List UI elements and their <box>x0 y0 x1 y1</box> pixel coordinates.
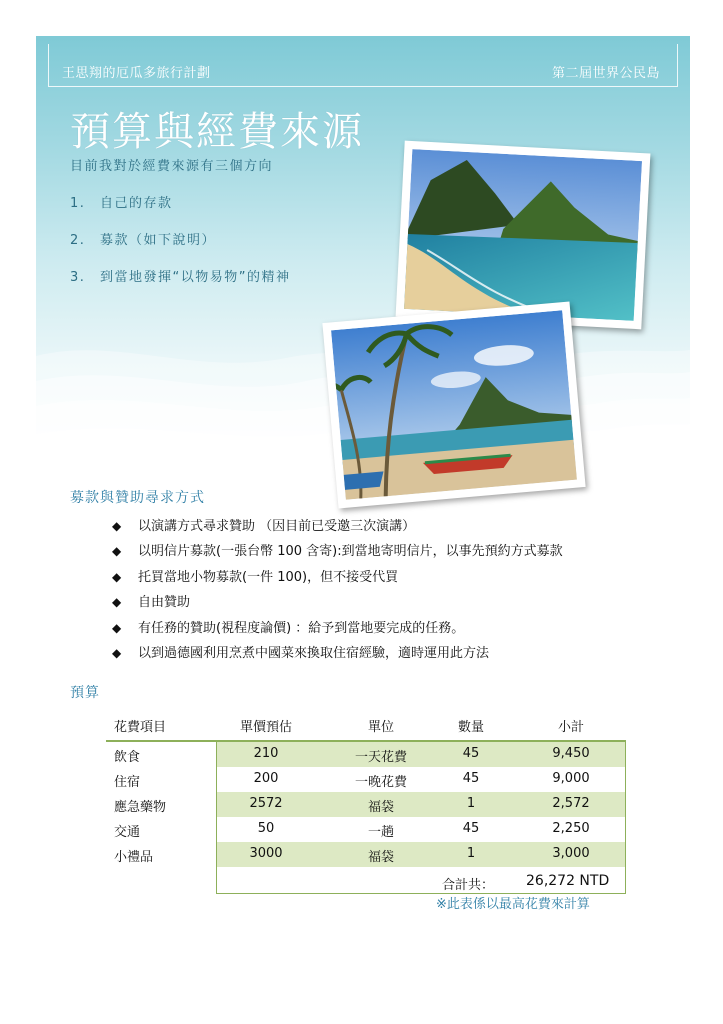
palm-beach-image <box>331 310 577 500</box>
table-row <box>106 767 626 792</box>
header-left-text: 王思翔的厄瓜多旅行計劃 <box>62 66 211 81</box>
table-cell: 210 <box>253 746 279 761</box>
list-item <box>112 540 563 565</box>
column-header: 單價預估 <box>239 720 292 735</box>
list-text: 以演講方式尋求贊助 （因目前已受邀三次演講） <box>138 519 416 534</box>
funding-methods-list <box>112 515 563 667</box>
table-cell: 住宿 <box>114 775 141 790</box>
list-text: 有任務的贊助(視程度論價) ：給予到當地要完成的任務。 <box>138 620 465 636</box>
list-number: 1. <box>70 196 86 211</box>
list-item <box>112 566 563 591</box>
list-number: 3. <box>70 270 86 285</box>
table-cell: 1 <box>466 846 476 861</box>
list-item <box>112 515 563 540</box>
list-text: 自己的存款 <box>100 196 173 211</box>
table-cell: 交通 <box>114 825 141 840</box>
list-item <box>112 591 563 616</box>
table-cell: 飲食 <box>114 750 141 765</box>
table-cell: 1 <box>466 796 476 811</box>
funding-source-list <box>70 192 290 303</box>
frame-line <box>48 44 49 86</box>
total-label: 合計共： <box>442 878 495 893</box>
table-cell: 9,000 <box>552 771 590 786</box>
table-cell: 福袋 <box>367 800 394 815</box>
table-cell: 一晚花費 <box>354 775 407 790</box>
table-row <box>106 842 626 867</box>
table-cell: 一天花費 <box>354 750 407 765</box>
frame-line <box>677 44 678 86</box>
table-row <box>106 817 626 842</box>
list-text: 自由贊助 <box>138 595 191 611</box>
column-header: 花費項目 <box>114 720 167 735</box>
diamond-bullet-icon: ◆ <box>112 620 122 635</box>
column-header: 數量 <box>457 720 484 735</box>
list-item <box>70 266 290 303</box>
frame-line <box>48 86 678 87</box>
list-text: 托買當地小物募款(一件 100)，但不接受代買 <box>138 569 399 585</box>
budget-table <box>106 712 626 912</box>
list-item <box>70 192 290 229</box>
diamond-bullet-icon: ◆ <box>112 645 122 660</box>
table-cell: 2,250 <box>552 821 590 836</box>
table-cell: 一趟 <box>367 825 394 840</box>
table-row <box>106 742 626 767</box>
table-header-row <box>106 712 626 739</box>
diamond-bullet-icon: ◆ <box>112 595 122 610</box>
table-cell: 45 <box>462 821 480 836</box>
table-cell: 2572 <box>249 796 283 811</box>
total-value: 26,272 NTD <box>526 873 610 889</box>
diamond-bullet-icon: ◆ <box>112 519 122 533</box>
budget-heading: 預算 <box>70 685 100 701</box>
list-item <box>112 642 563 667</box>
table-cell: 2,572 <box>552 796 590 811</box>
palm-beach-photo <box>322 302 585 509</box>
table-note: ※此表係以最高花費來計算 <box>436 897 590 912</box>
list-text: 以到過德國利用烹煮中國菜來換取住宿經驗，適時運用此方法 <box>138 645 490 661</box>
list-number: 2. <box>70 233 86 248</box>
diamond-bullet-icon: ◆ <box>112 569 122 584</box>
list-text: 募款（如下說明） <box>100 233 217 248</box>
list-text: 以明信片募款(一張台幣 100 含寄):到當地寄明信片，以事先預約方式募款 <box>138 544 563 560</box>
table-cell: 小禮品 <box>114 850 154 865</box>
list-item <box>70 229 290 266</box>
funding-heading: 募款與贊助尋求方式 <box>70 490 205 506</box>
list-text: 到當地發揮“以物易物”的精神 <box>100 270 291 285</box>
table-cell: 9,450 <box>552 746 590 761</box>
header-right-text: 第二屆世界公民島 <box>551 66 660 81</box>
table-cell: 福袋 <box>367 850 394 865</box>
table-cell: 45 <box>462 746 480 761</box>
beach-mountain-photo <box>396 141 651 330</box>
table-cell: 200 <box>253 771 279 786</box>
column-header: 小計 <box>557 720 584 735</box>
beach-mountain-image <box>404 149 642 321</box>
table-row <box>106 792 626 817</box>
table-cell: 45 <box>462 771 480 786</box>
list-item <box>112 617 563 642</box>
page-title: 預算與經費來源 <box>70 109 364 155</box>
diamond-bullet-icon: ◆ <box>112 544 122 559</box>
page-subtitle: 目前我對於經費來源有三個方向 <box>70 159 274 174</box>
table-cell: 50 <box>257 821 275 836</box>
column-header: 單位 <box>367 720 394 735</box>
table-cell: 應急藥物 <box>114 800 167 815</box>
table-cell: 3,000 <box>552 846 590 861</box>
table-cell: 3000 <box>249 846 283 861</box>
